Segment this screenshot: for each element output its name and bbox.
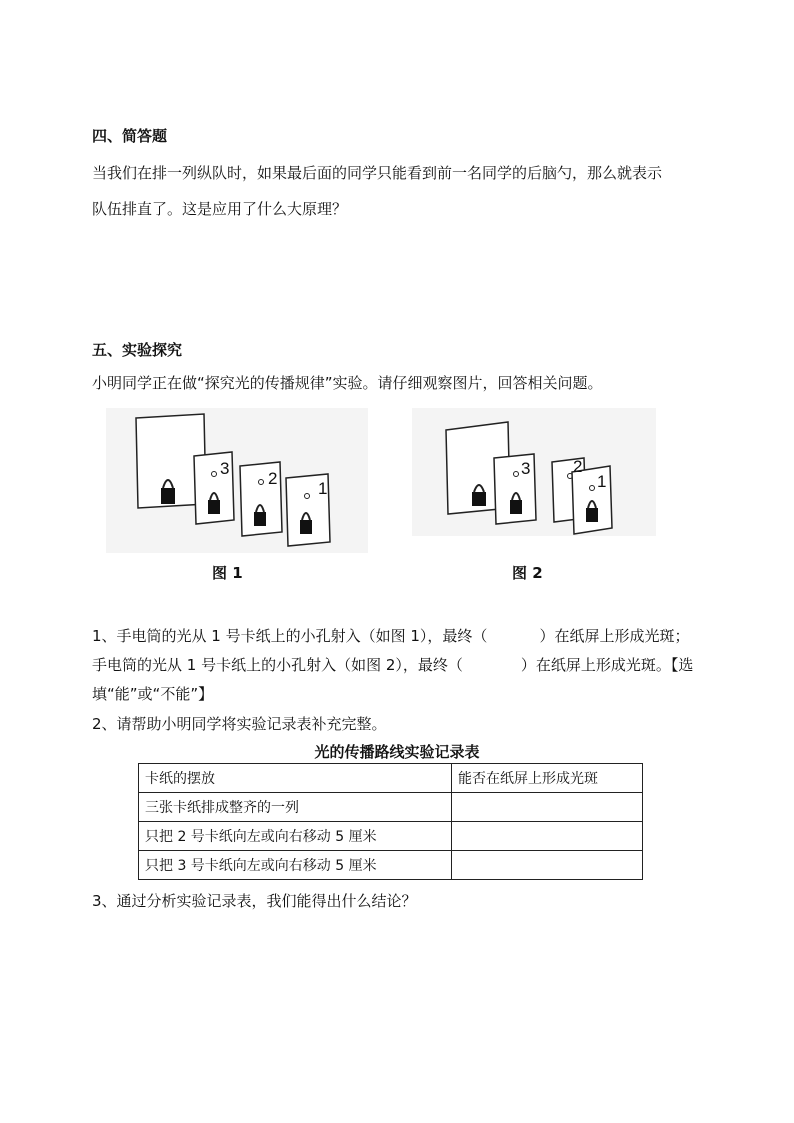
section-4-question-line-2: 队伍排直了。这是应用了什么大原理？ — [92, 200, 348, 218]
figure-1-label-1: 1 — [318, 479, 328, 498]
table-header-row — [139, 764, 643, 793]
section-5-intro: 小明同学正在做“探究光的传播规律”实验。请仔细观察图片，回答相关问题。 — [92, 374, 603, 392]
figure-2-illustration — [412, 408, 656, 536]
figure-2-caption: 图 2 — [512, 564, 543, 582]
question-3: 3、通过分析实验记录表，我们能得出什么结论？ — [92, 892, 417, 910]
table-row — [139, 822, 643, 851]
question-1-line-1-part-a: 1、手电筒的光从 1 号卡纸上的小孔射入（如图 1），最终（ — [92, 627, 488, 645]
figure-1-caption: 图 1 — [212, 564, 243, 582]
question-1-line-1-part-b: ）在纸屏上形成光斑； — [539, 627, 690, 645]
figure-2-label-2: 2 — [573, 457, 583, 476]
figure-2-label-1: 1 — [597, 472, 607, 491]
section-4-question-line-1: 当我们在排一列纵队时，如果最后面的同学只能看到前一名同学的后脑勺，那么就表示 — [92, 164, 663, 182]
table-header-cell: 卡纸的摆放 — [139, 764, 452, 793]
table-row — [139, 793, 643, 822]
question-1-line-2-part-a: 手电筒的光从 1 号卡纸上的小孔射入（如图 2），最终（ — [92, 656, 463, 674]
table-header-cell: 能否在纸屏上形成光斑 — [452, 764, 643, 793]
answer-cell[interactable] — [452, 822, 643, 851]
section-4-heading: 四、简答题 — [92, 127, 168, 145]
record-table-title: 光的传播路线实验记录表 — [314, 743, 480, 761]
figure-1-label-3: 3 — [220, 459, 230, 478]
answer-cell[interactable] — [452, 793, 643, 822]
question-1-line-2 — [92, 654, 693, 675]
figure-2-label-3: 3 — [521, 459, 531, 478]
table-cell: 只把 3 号卡纸向左或向右移动 5 厘米 — [139, 851, 452, 880]
question-2: 2、请帮助小明同学将实验记录表补充完整。 — [92, 715, 387, 733]
answer-cell[interactable] — [452, 851, 643, 880]
figure-1-illustration — [106, 408, 368, 553]
question-1-line-2-part-b: ）在纸屏上形成光斑。【选 — [520, 656, 694, 674]
table-row — [139, 851, 643, 880]
table-cell: 三张卡纸排成整齐的一列 — [139, 793, 452, 822]
record-table — [138, 763, 643, 880]
table-cell: 只把 2 号卡纸向左或向右移动 5 厘米 — [139, 822, 452, 851]
question-1-line-3: 填“能”或“不能”】 — [92, 685, 214, 703]
figure-1-label-2: 2 — [268, 469, 278, 488]
question-1-line-1 — [92, 625, 689, 646]
section-5-heading: 五、实验探究 — [92, 341, 183, 359]
